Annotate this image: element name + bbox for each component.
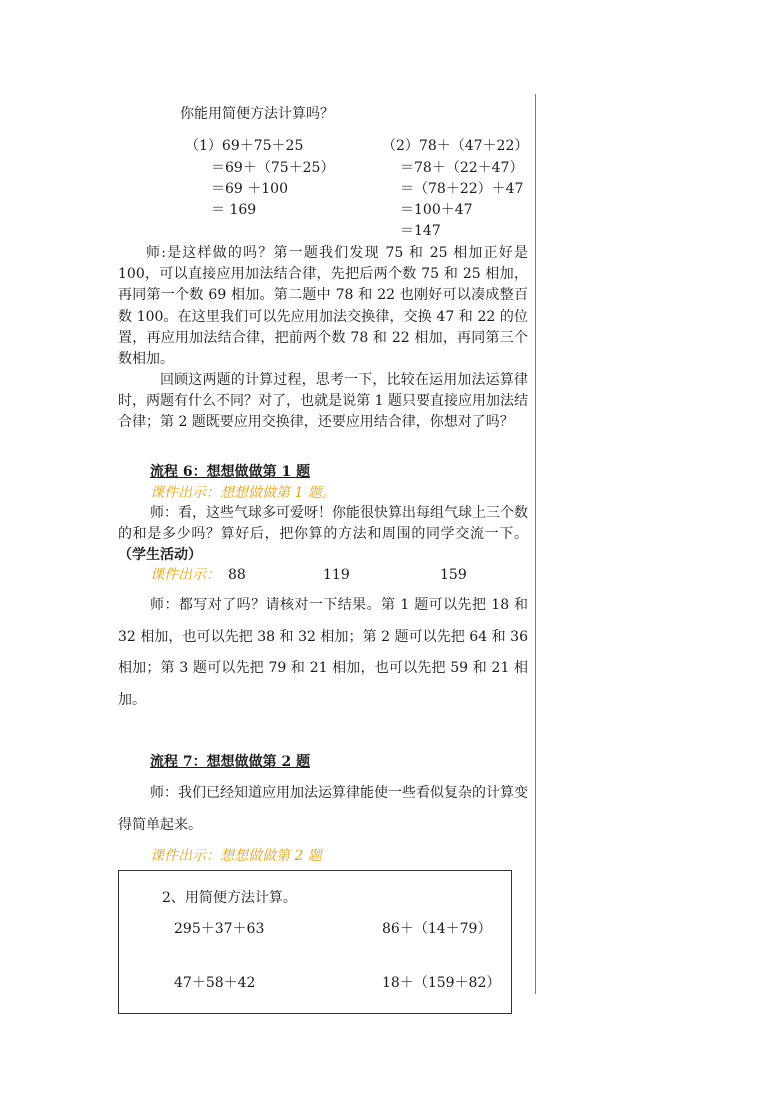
margin-line	[535, 94, 536, 994]
exercise-item-1: 295＋37＋63	[174, 921, 265, 937]
answer-2: 119	[323, 567, 350, 583]
intro-question: 你能用简便方法计算吗？	[180, 106, 334, 122]
courseware-label: 课件出示：	[150, 485, 220, 501]
exercise-box	[118, 870, 512, 1014]
flow7-teacher-text: 师：我们已经知道应用加法运算律能使一些看似复杂的计算变得简单起来。	[118, 785, 528, 833]
student-activity: （学生活动）	[118, 547, 202, 564]
exercise-item-4: 18＋（159＋82）	[382, 975, 501, 991]
flow6-check-paragraph: 师：都写对了吗？请核对一下结果。第 1 题可以先把 18 和 32 相加，也可以先把 38 和 32 相加；第 2 题可以先把 64 和 36 相加；第 3 题可以先把 79 和 21 相加，也可以先把 59 和 21 相加。	[118, 597, 528, 708]
exercise-item-2: 86＋（14＋79）	[382, 921, 492, 937]
calc2-line-2: ＝78＋（22＋47）	[400, 160, 524, 176]
calc2-line-1: （2）78＋（47＋22）	[382, 138, 529, 154]
answer-1: 88	[228, 567, 246, 583]
calc2-line-3: ＝（78＋22）＋47	[400, 181, 524, 197]
flow6-heading: 流程 6：想想做做第 1 题	[150, 464, 311, 480]
flow7-heading: 流程 7：想想做做第 2 题	[150, 754, 311, 770]
exercise-title: 2、用简便方法计算。	[162, 890, 297, 906]
flow6-answers-label: 课件出示：	[150, 567, 220, 583]
exercise-item-3: 47＋58＋42	[174, 975, 256, 991]
courseware-text: 想想做做第 1 题。	[220, 485, 336, 501]
flow7-courseware: 课件出示：想想做做第 2 题	[150, 848, 322, 864]
calc2-line-4: ＝100＋47	[400, 202, 473, 218]
calc1-line-2: ＝69＋（75＋25）	[211, 160, 335, 176]
answer-3: 159	[440, 567, 467, 583]
calc1-line-4: ＝ 169	[211, 202, 257, 218]
review-paragraph: 回顾这两题的计算过程，思考一下，比较在运用加法运算律时，两题有什么不同？对了，也就是说第 1 题只要直接应用加法结合律；第 2 题既要应用交换律，还要应用结合律，你想对了吗？	[118, 372, 528, 431]
teacher-paragraph-1: 师:是这样做的吗？第一题我们发现 75 和 25 相加正好是 100，可以直接应用加法结合律，先把后两个数 75 和 25 相加，再同第一个数 69 相加。第二题中 78 和 22 也刚好可以凑成整百数 100。在这里我们可以先应用加法交换律，交换 47 和 22 的位置，再应用加法结合律，把前两个数 78 和 22 相加，再同第三个数相加。	[118, 245, 528, 368]
calc1-line-3: ＝69 ＋100	[211, 181, 288, 197]
calc1-line-1: （1）69＋75＋25	[185, 138, 304, 154]
flow6-teacher-text: 师：看，这些气球多可爱呀！你能很快算出每组气球上三个数的和是多少吗？算好后，把你算的方法和周围的同学交流一下。（学生活动）	[118, 505, 528, 564]
flow6-courseware	[150, 483, 336, 503]
calc2-line-5: ＝147	[400, 223, 441, 239]
